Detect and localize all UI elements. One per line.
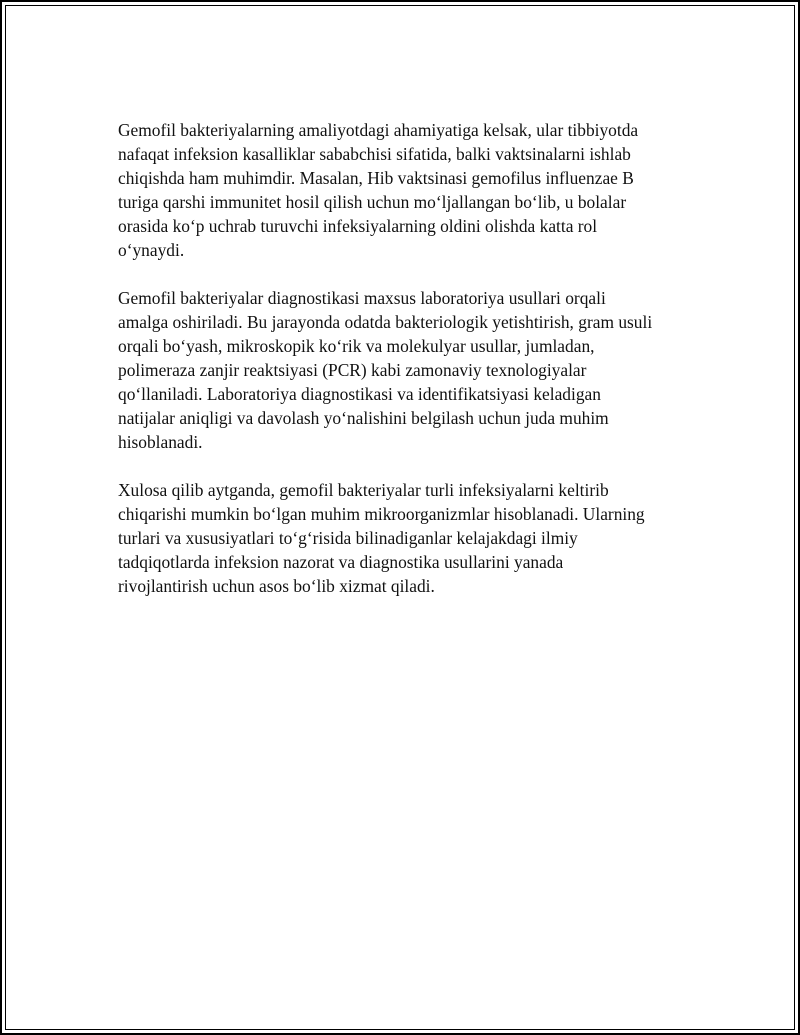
text-line: polimeraza zanjir reaktsiyasi (PCR) kabi zamonaviy texnologiyalar <box>118 360 587 380</box>
text-line: turiga qarshi immunitet hosil qilish uchun moʻljallangan boʻlib, u bolalar <box>118 192 627 212</box>
text-line: Xulosa qilib aytganda, gemofil bakteriyalar turli infeksiyalarni keltirib <box>118 480 609 500</box>
text-line: qoʻllaniladi. Laboratoriya diagnostikasi va identifikatsiyasi keladigan <box>118 384 601 404</box>
text-line: orasida koʻp uchrab turuvchi infeksiyalarning oldini olishda katta rol <box>118 216 598 236</box>
text-line: nafaqat infeksion kasalliklar sababchisi sifatida, balki vaktsinalarni ishlab <box>118 144 631 164</box>
text-line: chiqarishi mumkin boʻlgan muhim mikroorganizmlar hisoblanadi. Ularning <box>118 504 645 524</box>
text-line: amalga oshiriladi. Bu jarayonda odatda bakteriologik yetishtirish, gram usuli <box>118 312 653 332</box>
document-body <box>118 118 698 622</box>
text-line: chiqishda ham muhimdir. Masalan, Hib vaktsinasi gemofilus influenzae B <box>118 168 634 188</box>
text-line: rivojlantirish uchun asos boʻlib xizmat qiladi. <box>118 576 435 596</box>
text-line: natijalar aniqligi va davolash yoʻnalishini belgilash uchun juda muhim <box>118 408 609 428</box>
paragraph-3 <box>118 478 698 598</box>
text-line: hisoblanadi. <box>118 432 203 452</box>
text-line: tadqiqotlarda infeksion nazorat va diagnostika usullarini yanada <box>118 552 564 572</box>
text-line: Gemofil bakteriyalarning amaliyotdagi ahamiyatiga kelsak, ular tibbiyotda <box>118 120 639 140</box>
text-line: orqali boʻyash, mikroskopik koʻrik va molekulyar usullar, jumladan, <box>118 336 595 356</box>
text-line: turlari va xususiyatlari toʻgʻrisida bilinadiganlar kelajakdagi ilmiy <box>118 528 578 548</box>
paragraph-2 <box>118 286 698 454</box>
paragraph-1 <box>118 118 698 262</box>
text-line: oʻynaydi. <box>118 240 185 260</box>
text-line: Gemofil bakteriyalar diagnostikasi maxsus laboratoriya usullari orqali <box>118 288 606 308</box>
